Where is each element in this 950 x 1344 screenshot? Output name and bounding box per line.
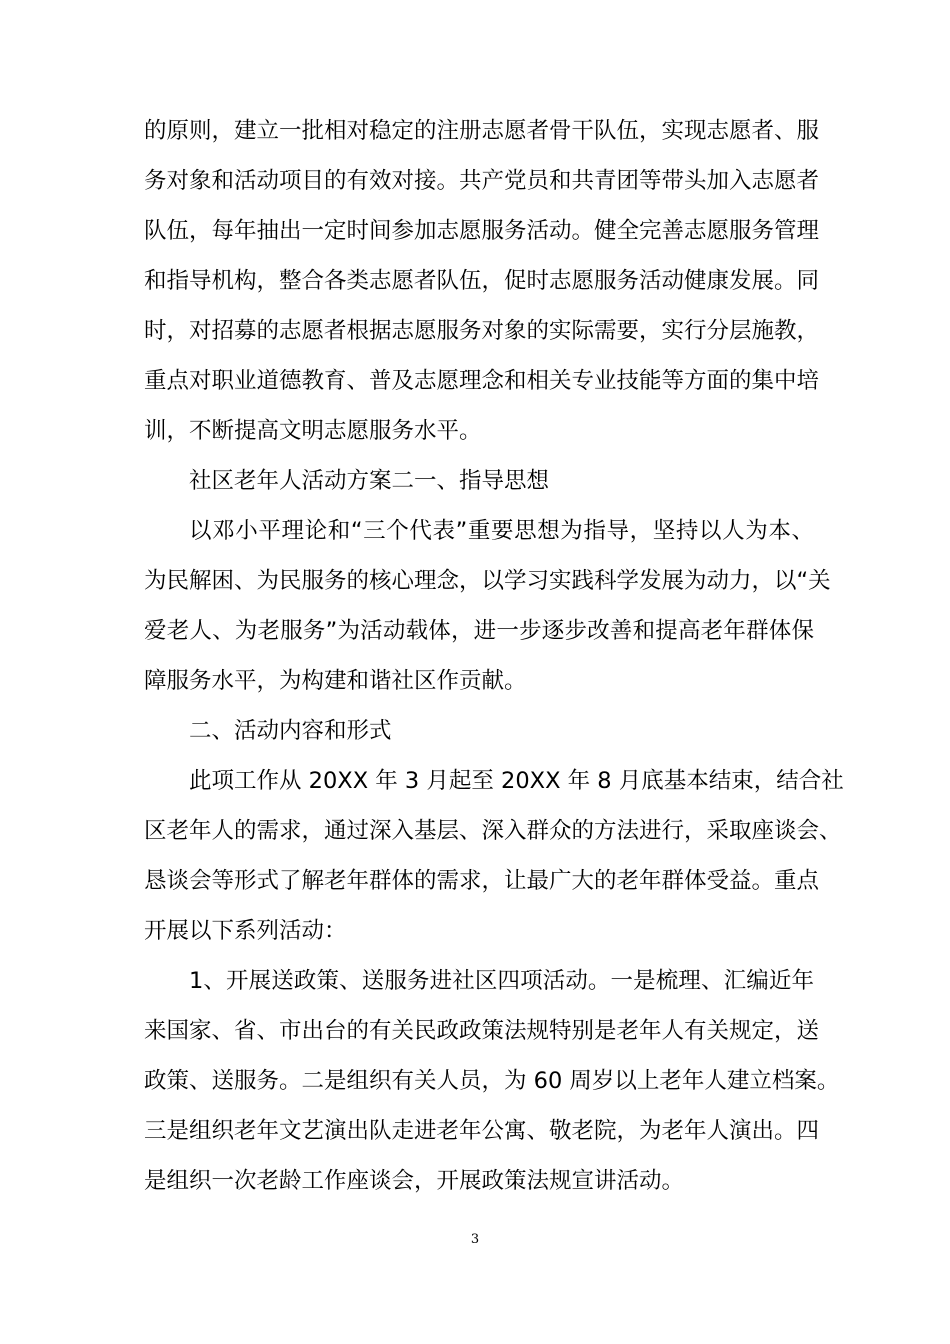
text-line: 的原则，建立一批相对稳定的注册志愿者骨干队伍，实现志愿者、服 <box>144 118 820 144</box>
text-line: 来国家、省、市出台的有关民政政策法规特别是老年人有关规定，送 <box>144 1018 820 1044</box>
text-line: 务对象和活动项目的有效对接。共产党员和共青团等带头加入志愿者 <box>144 168 820 194</box>
text-line: 爱老人、为老服务”为活动载体，进一步逐步改善和提高老年群体保 <box>144 618 814 644</box>
text-line: 政策、送服务。二是组织有关人员，为 60 周岁以上老年人建立档案。 <box>144 1068 840 1094</box>
text-line: 区老年人的需求，通过深入基层、深入群众的方法进行，采取座谈会、 <box>144 818 842 844</box>
text-line: 以邓小平理论和“三个代表”重要思想为指导，坚持以人为本、 <box>189 518 814 544</box>
page-number: 3 <box>470 1232 480 1247</box>
text-line: 三是组织老年文艺演出队走进老年公寓、敬老院，为老年人演出。四 <box>144 1118 820 1144</box>
text-line: 和指导机构，整合各类志愿者队伍，促时志愿服务活动健康发展。同 <box>144 268 820 294</box>
text-line: 1、开展送政策、送服务进社区四项活动。一是梳理、汇编近年 <box>189 968 814 994</box>
text-line: 训，不断提高文明志愿服务水平。 <box>144 418 482 444</box>
text-line: 障服务水平，为构建和谐社区作贡献。 <box>144 668 527 694</box>
section-heading: 二、活动内容和形式 <box>189 718 392 744</box>
text-line: 重点对职业道德教育、普及志愿理念和相关专业技能等方面的集中培 <box>144 368 820 394</box>
text-line: 队伍，每年抽出一定时间参加志愿服务活动。健全完善志愿服务管理 <box>144 218 820 244</box>
text-line: 是组织一次老龄工作座谈会，开展政策法规宣讲活动。 <box>144 1168 685 1194</box>
text-line: 此项工作从 20XX 年 3 月起至 20XX 年 8 月底基本结束，结合社 <box>189 768 844 794</box>
text-line: 恳谈会等形式了解老年群体的需求，让最广大的老年群体受益。重点 <box>144 868 820 894</box>
text-line: 时，对招募的志愿者根据志愿服务对象的实际需要，实行分层施教， <box>144 318 820 344</box>
text-line: 开展以下系列活动： <box>144 918 347 944</box>
section-heading: 社区老年人活动方案二一、指导思想 <box>189 468 550 494</box>
text-line: 为民解困、为民服务的核心理念，以学习实践科学发展为动力，以“关 <box>144 568 831 594</box>
